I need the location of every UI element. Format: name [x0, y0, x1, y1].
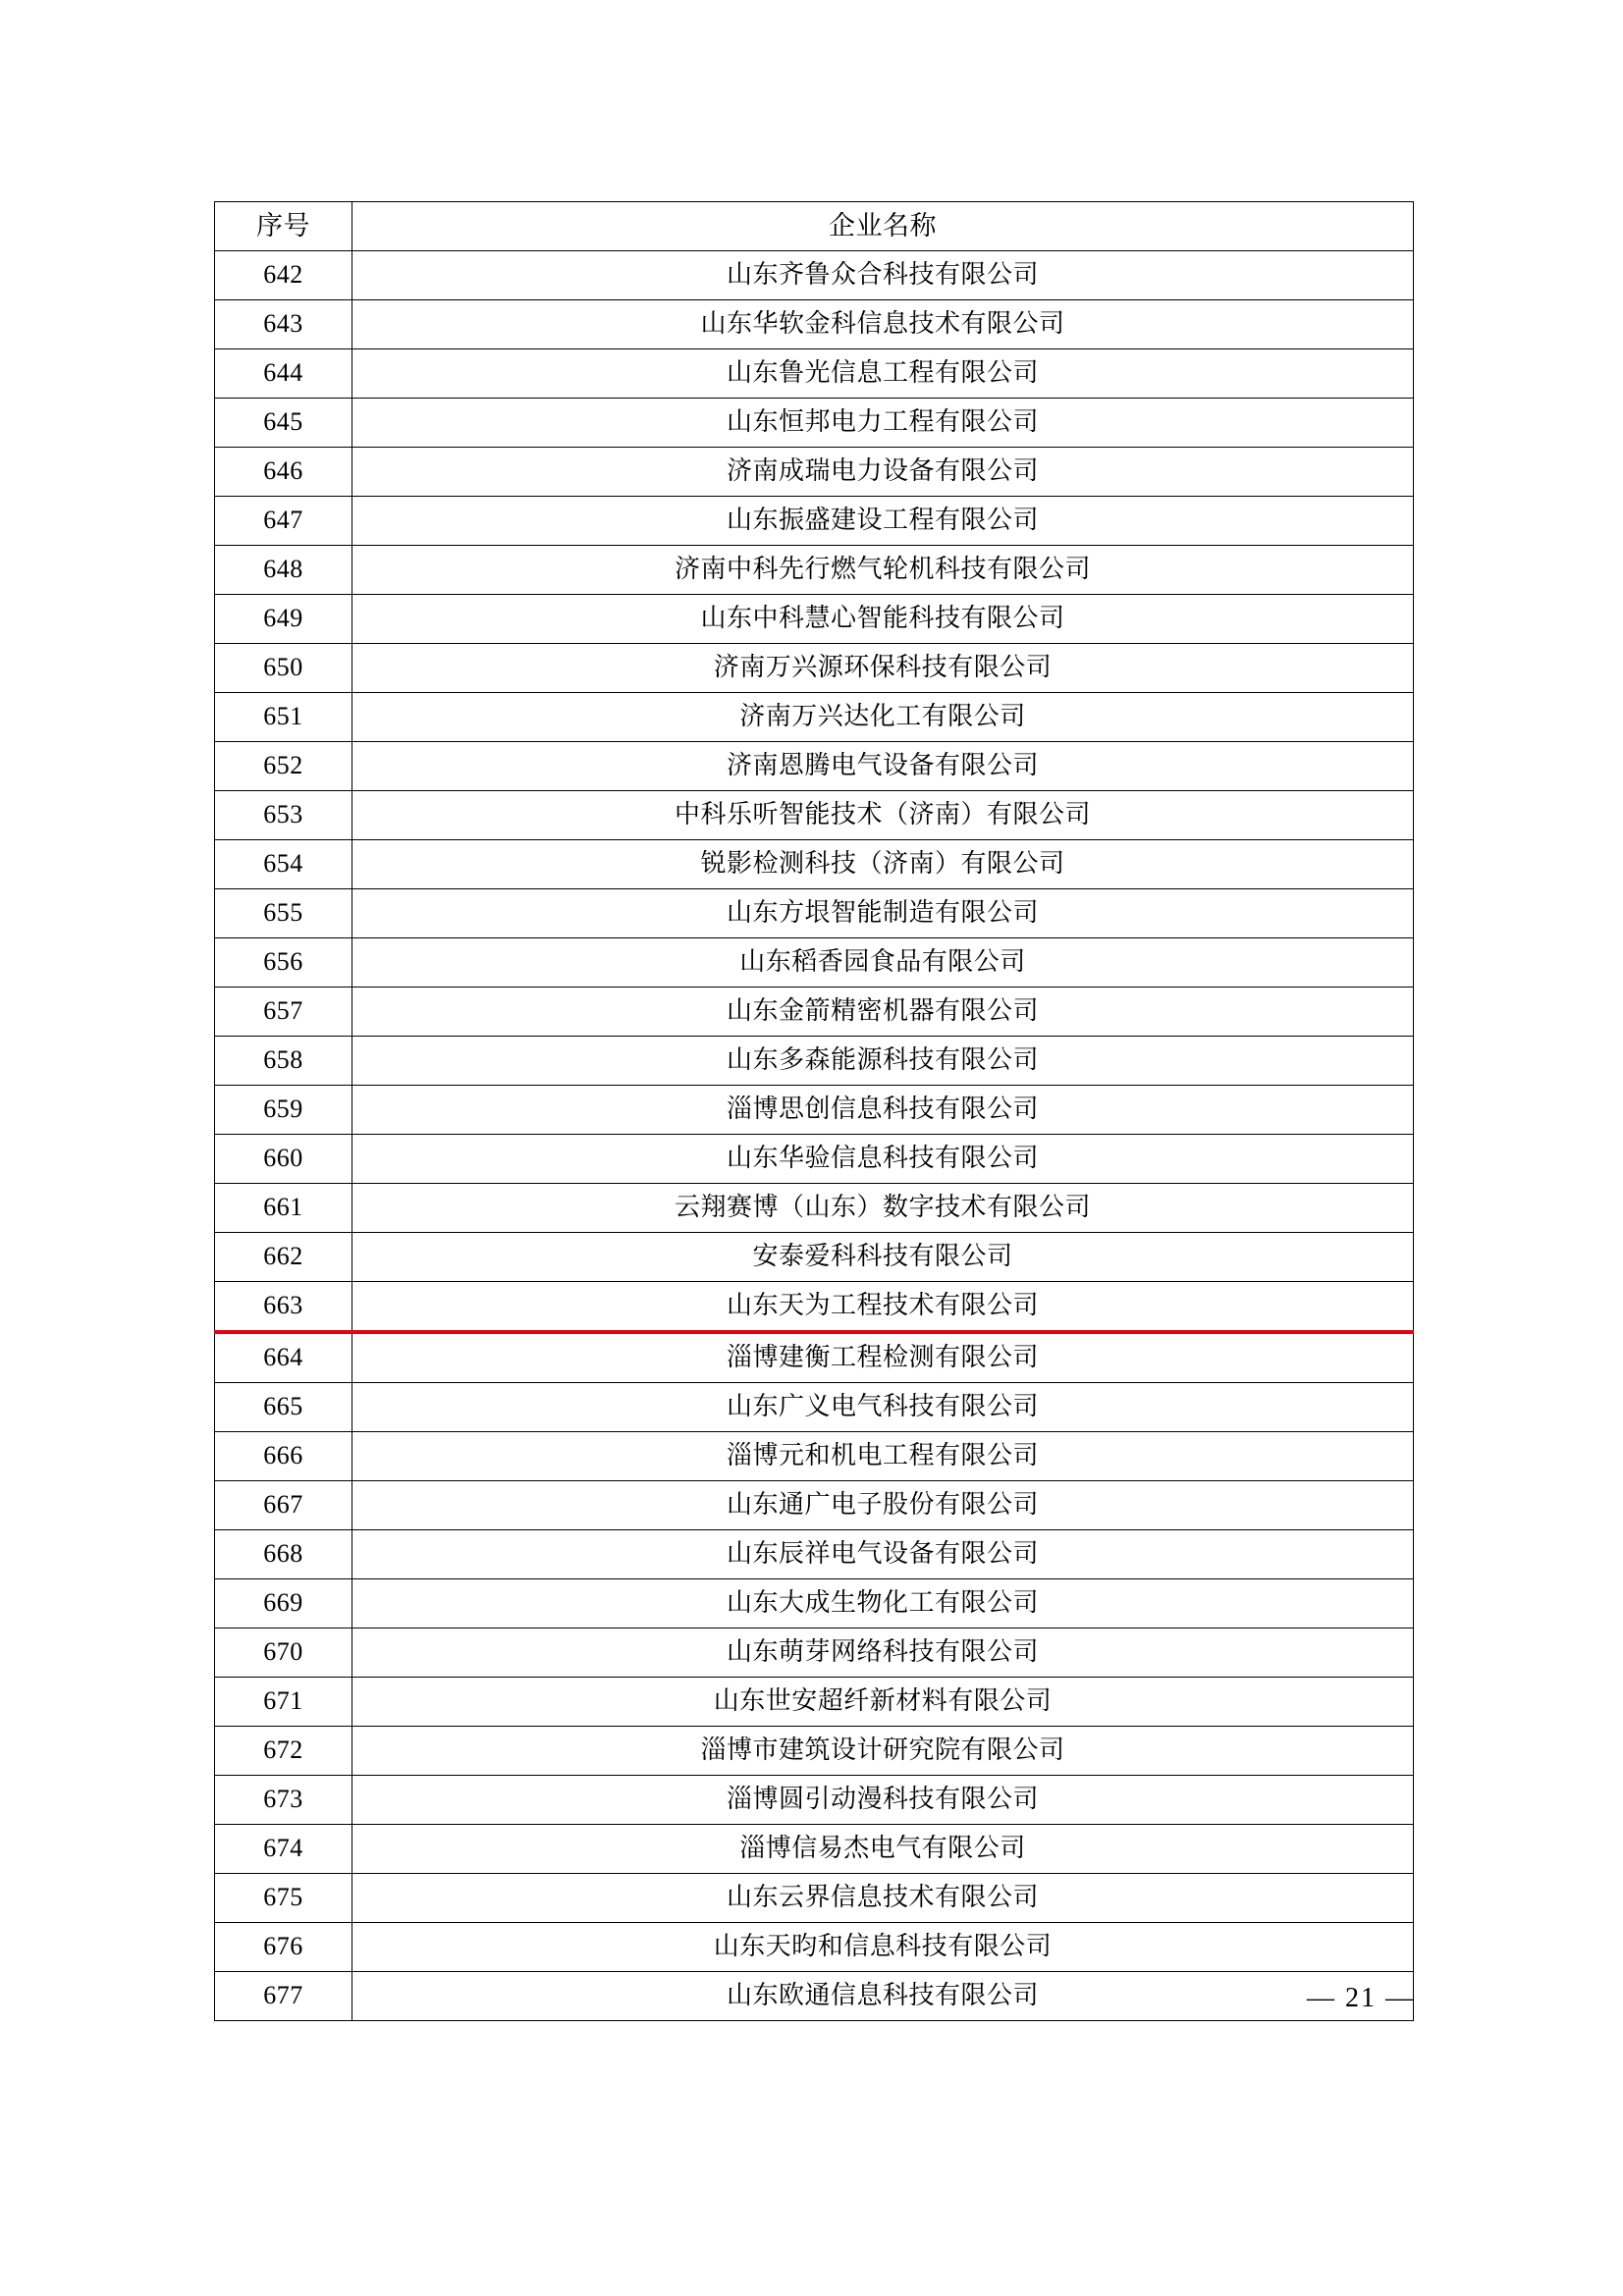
table-row [215, 349, 1414, 399]
row-enterprise-name-cell: 山东华软金科信息技术有限公司 [352, 300, 1414, 349]
table-row [215, 1184, 1414, 1233]
table-row [215, 251, 1414, 300]
row-enterprise-name-cell: 锐影检测科技（济南）有限公司 [352, 840, 1414, 889]
row-index-cell: 662 [215, 1233, 352, 1282]
column-header-index: 序号 [215, 202, 352, 251]
row-enterprise-name-cell: 山东天昀和信息科技有限公司 [352, 1923, 1414, 1972]
row-enterprise-name-cell: 山东鲁光信息工程有限公司 [352, 349, 1414, 399]
table-row [215, 1678, 1414, 1727]
row-enterprise-name-cell: 淄博信易杰电气有限公司 [352, 1825, 1414, 1874]
row-enterprise-name-cell: 山东通广电子股份有限公司 [352, 1481, 1414, 1530]
row-index-cell: 668 [215, 1530, 352, 1579]
table-row [215, 693, 1414, 742]
row-enterprise-name-cell: 山东齐鲁众合科技有限公司 [352, 251, 1414, 300]
table-row [215, 742, 1414, 791]
row-enterprise-name-cell: 济南中科先行燃气轮机科技有限公司 [352, 546, 1414, 595]
row-index-cell: 644 [215, 349, 352, 399]
row-enterprise-name-cell: 山东云界信息技术有限公司 [352, 1874, 1414, 1923]
row-index-cell: 658 [215, 1037, 352, 1086]
row-index-cell: 674 [215, 1825, 352, 1874]
row-enterprise-name-cell: 山东恒邦电力工程有限公司 [352, 399, 1414, 448]
table-row [215, 988, 1414, 1037]
table-row [215, 1629, 1414, 1678]
table-body [215, 251, 1414, 2021]
table-row [215, 399, 1414, 448]
row-index-cell: 667 [215, 1481, 352, 1530]
page-number: — 21 — [1307, 1983, 1415, 2013]
table-row [215, 1776, 1414, 1825]
row-index-cell: 655 [215, 889, 352, 938]
table-row [215, 1037, 1414, 1086]
table-header [215, 202, 1414, 251]
row-index-cell: 647 [215, 497, 352, 546]
table-row [215, 1579, 1414, 1629]
row-enterprise-name-cell: 淄博建衡工程检测有限公司 [352, 1332, 1414, 1383]
row-index-cell: 642 [215, 251, 352, 300]
row-enterprise-name-cell: 山东辰祥电气设备有限公司 [352, 1530, 1414, 1579]
row-index-cell: 677 [215, 1972, 352, 2021]
row-enterprise-name-cell: 济南成瑞电力设备有限公司 [352, 448, 1414, 497]
row-enterprise-name-cell: 淄博市建筑设计研究院有限公司 [352, 1727, 1414, 1776]
table-row [215, 1972, 1414, 2021]
row-enterprise-name-cell: 淄博元和机电工程有限公司 [352, 1432, 1414, 1481]
row-enterprise-name-cell: 山东世安超纤新材料有限公司 [352, 1678, 1414, 1727]
row-index-cell: 665 [215, 1383, 352, 1432]
row-index-cell: 657 [215, 988, 352, 1037]
table-row [215, 1135, 1414, 1184]
row-index-cell: 656 [215, 938, 352, 988]
enterprise-list-table [214, 201, 1414, 2021]
table-row [215, 1432, 1414, 1481]
row-index-cell: 645 [215, 399, 352, 448]
row-enterprise-name-cell: 济南恩腾电气设备有限公司 [352, 742, 1414, 791]
row-enterprise-name-cell: 山东广义电气科技有限公司 [352, 1383, 1414, 1432]
row-enterprise-name-cell: 山东方垠智能制造有限公司 [352, 889, 1414, 938]
row-enterprise-name-cell: 山东振盛建设工程有限公司 [352, 497, 1414, 546]
table-row [215, 1923, 1414, 1972]
row-enterprise-name-cell: 中科乐听智能技术（济南）有限公司 [352, 791, 1414, 840]
column-header-enterprise-name: 企业名称 [352, 202, 1414, 251]
table-row [215, 1282, 1414, 1333]
row-enterprise-name-cell: 山东萌芽网络科技有限公司 [352, 1629, 1414, 1678]
table-row [215, 938, 1414, 988]
table-row [215, 595, 1414, 644]
row-enterprise-name-cell: 山东天为工程技术有限公司 [352, 1282, 1414, 1333]
table-row [215, 1383, 1414, 1432]
table-row [215, 1825, 1414, 1874]
table-row [215, 889, 1414, 938]
row-index-cell: 646 [215, 448, 352, 497]
row-index-cell: 663 [215, 1282, 352, 1333]
table-row [215, 448, 1414, 497]
table-row [215, 791, 1414, 840]
row-index-cell: 660 [215, 1135, 352, 1184]
row-index-cell: 654 [215, 840, 352, 889]
row-enterprise-name-cell: 山东稻香园食品有限公司 [352, 938, 1414, 988]
row-enterprise-name-cell: 山东大成生物化工有限公司 [352, 1579, 1414, 1629]
row-enterprise-name-cell: 淄博思创信息科技有限公司 [352, 1086, 1414, 1135]
row-index-cell: 664 [215, 1332, 352, 1383]
row-enterprise-name-cell: 山东华验信息科技有限公司 [352, 1135, 1414, 1184]
table-row [215, 300, 1414, 349]
row-enterprise-name-cell: 山东中科慧心智能科技有限公司 [352, 595, 1414, 644]
row-enterprise-name-cell: 济南万兴达化工有限公司 [352, 693, 1414, 742]
row-enterprise-name-cell: 云翔赛博（山东）数字技术有限公司 [352, 1184, 1414, 1233]
row-index-cell: 666 [215, 1432, 352, 1481]
row-index-cell: 672 [215, 1727, 352, 1776]
enterprise-list-table-wrapper [214, 201, 1414, 2021]
row-index-cell: 650 [215, 644, 352, 693]
row-enterprise-name-cell: 安泰爱科科技有限公司 [352, 1233, 1414, 1282]
row-enterprise-name-cell: 淄博圆引动漫科技有限公司 [352, 1776, 1414, 1825]
row-index-cell: 675 [215, 1874, 352, 1923]
table-header-row [215, 202, 1414, 251]
table-row [215, 1727, 1414, 1776]
row-index-cell: 652 [215, 742, 352, 791]
row-index-cell: 661 [215, 1184, 352, 1233]
row-index-cell: 643 [215, 300, 352, 349]
table-row [215, 840, 1414, 889]
row-index-cell: 648 [215, 546, 352, 595]
table-row [215, 497, 1414, 546]
row-index-cell: 671 [215, 1678, 352, 1727]
row-enterprise-name-cell: 山东欧通信息科技有限公司 [352, 1972, 1414, 2021]
table-row [215, 1086, 1414, 1135]
table-row [215, 1481, 1414, 1530]
row-index-cell: 676 [215, 1923, 352, 1972]
table-row [215, 546, 1414, 595]
row-enterprise-name-cell: 山东多森能源科技有限公司 [352, 1037, 1414, 1086]
row-enterprise-name-cell: 济南万兴源环保科技有限公司 [352, 644, 1414, 693]
row-index-cell: 670 [215, 1629, 352, 1678]
table-row [215, 1530, 1414, 1579]
row-index-cell: 669 [215, 1579, 352, 1629]
row-index-cell: 653 [215, 791, 352, 840]
row-enterprise-name-cell: 山东金箭精密机器有限公司 [352, 988, 1414, 1037]
table-row [215, 644, 1414, 693]
table-row [215, 1874, 1414, 1923]
table-row [215, 1233, 1414, 1282]
row-index-cell: 651 [215, 693, 352, 742]
table-row [215, 1332, 1414, 1383]
row-index-cell: 649 [215, 595, 352, 644]
row-index-cell: 673 [215, 1776, 352, 1825]
row-index-cell: 659 [215, 1086, 352, 1135]
